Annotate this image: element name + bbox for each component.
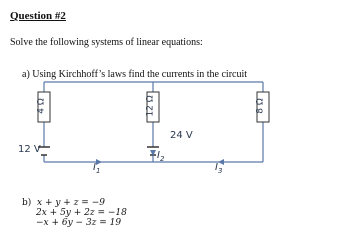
voltage-24v-label: 24 V xyxy=(170,130,193,141)
part-b-label: b) xyxy=(22,198,32,208)
current-i3-label: $I_3$ xyxy=(215,162,223,175)
part-b xyxy=(22,198,127,228)
resistor-12-ohm-label: 12 Ω xyxy=(145,95,156,117)
resistor-8-ohm-label: 8 Ω xyxy=(255,98,266,114)
part-a-text: a) Using Kirchhoff’s laws find the currents in the circuit xyxy=(22,69,248,80)
question-title: Question #2 xyxy=(10,10,66,22)
current-i2-label: $I_2$ xyxy=(157,150,165,163)
equation-1: b) x + y + z = −9 xyxy=(22,198,105,208)
equation-3: −x + 6y − 3z = 19 xyxy=(36,218,122,228)
equation-2: 2x + 5y + 2z = −18 xyxy=(36,208,127,218)
instruction-text: Solve the following systems of linear equations: xyxy=(10,37,203,48)
current-i1-label: $I_1$ xyxy=(93,162,101,175)
resistor-4-ohm-label: 4 Ω xyxy=(36,98,47,114)
voltage-12v-label: 12 V xyxy=(18,144,41,155)
